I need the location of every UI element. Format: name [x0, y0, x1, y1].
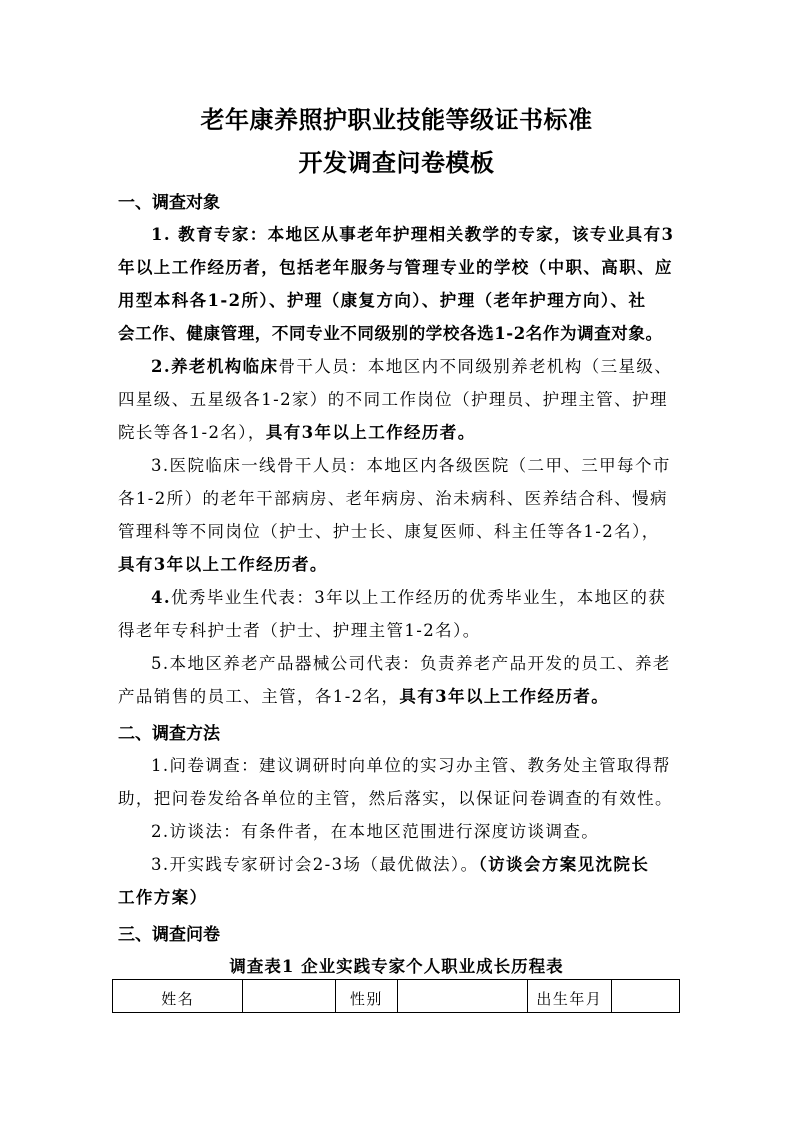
document-title-line1: 老年康养照护职业技能等级证书标准	[200, 106, 593, 134]
para-hospital-line4: 具有3年以上工作经历者。	[118, 555, 328, 574]
para-education-experts-line4: 会工作、健康管理，不同专业不同级别的学校各选1-2名作为调查对象。	[118, 324, 663, 343]
table-cell-gender-label: 性别	[336, 980, 397, 1013]
section-heading-questionnaire: 三、调查问卷	[118, 925, 220, 945]
section-heading-survey-targets: 一、调查对象	[118, 193, 220, 213]
para-seminar-text: 3.开实践专家研讨会2-3场（最优做法）。	[151, 855, 479, 874]
para-elderly-care-line3-bold: 具有3年以上工作经历者。	[265, 423, 476, 442]
para-company-line1: 5.本地区养老产品器械公司代表：负责养老产品开发的员工、养老	[151, 654, 671, 673]
para-elderly-care-line3	[118, 419, 698, 443]
para-interview: 2.访谈法：有条件者，在本地区范围进行深度访谈调查。	[151, 822, 600, 841]
para-graduates-line1	[151, 584, 731, 608]
para-elderly-care-line1	[151, 353, 731, 377]
para-graduates-text: 优秀毕业生代表：3年以上工作经历的优秀毕业生，本地区的获	[171, 588, 667, 607]
para-questionnaire-line1: 1.问卷调查：建议调研时向单位的实习办主管、教务处主管取得帮	[151, 756, 671, 775]
table-cell-name-label: 姓名	[113, 980, 243, 1013]
para-elderly-care-text: 骨干人员：本地区内不同级别养老机构（三星级、	[278, 357, 673, 376]
table-cell-gender-value[interactable]	[397, 980, 527, 1013]
table1-caption: 调查表1 企业实践专家个人职业成长历程表	[229, 957, 564, 976]
section-heading-survey-methods: 二、调查方法	[118, 724, 220, 744]
table-cell-name-value[interactable]	[243, 980, 336, 1013]
para-seminar-line1	[151, 851, 731, 875]
para-elderly-care-line3-text: 院长等各1-2名），	[118, 423, 266, 442]
document-title-line2: 开发调查问卷模板	[298, 149, 495, 177]
para-seminar-bold: （访谈会方案见沈院长	[478, 855, 650, 874]
para-elderly-care-line2: 四星级、五星级各1-2家）的不同工作岗位（护理员、护理主管、护理	[118, 390, 668, 409]
para-hospital-line2: 各1-2所）的老年干部病房、老年病房、治未病科、医养结合科、慢病	[118, 489, 668, 508]
para-hospital-line1: 3.医院临床一线骨干人员：本地区内各级医院（二甲、三甲每个市	[151, 456, 671, 475]
para-questionnaire-line2: 助，把问卷发给各单位的主管，然后落实，以保证问卷调查的有效性。	[118, 789, 673, 808]
para-company-line2-bold: 具有3年以上工作经历者。	[399, 687, 610, 706]
para-education-experts-line1: 1. 教育专家：本地区从事老年护理相关教学的专家，该专业具有3	[151, 225, 675, 244]
para-education-experts-line2: 年以上工作经历者，包括老年服务与管理专业的学校（中职、高职、应	[118, 258, 673, 277]
para-company-line2	[118, 683, 698, 707]
para-company-line2-text: 产品销售的员工、主管，各1-2名，	[118, 687, 400, 706]
para-graduates-line2: 得老年专科护士者（护士、护理主管1-2名）。	[118, 621, 481, 640]
para-elderly-care-bold-lead: 2.养老机构临床	[151, 357, 279, 376]
para-hospital-line3: 管理科等不同岗位（护士、护士长、康复医师、科主任等各1-2名），	[118, 522, 660, 541]
table-cell-birthdate-label: 出生年月	[527, 980, 611, 1013]
para-seminar-line2: 工作方案）	[118, 888, 208, 907]
table-cell-birthdate-value[interactable]	[611, 980, 679, 1013]
para-education-experts-line3: 用型本科各1-2所）、护理（康复方向）、护理（老年护理方向）、社	[118, 291, 647, 310]
para-graduates-number: 4.	[151, 588, 172, 607]
table-row	[113, 980, 680, 1013]
table1-personal-growth	[112, 979, 680, 1013]
